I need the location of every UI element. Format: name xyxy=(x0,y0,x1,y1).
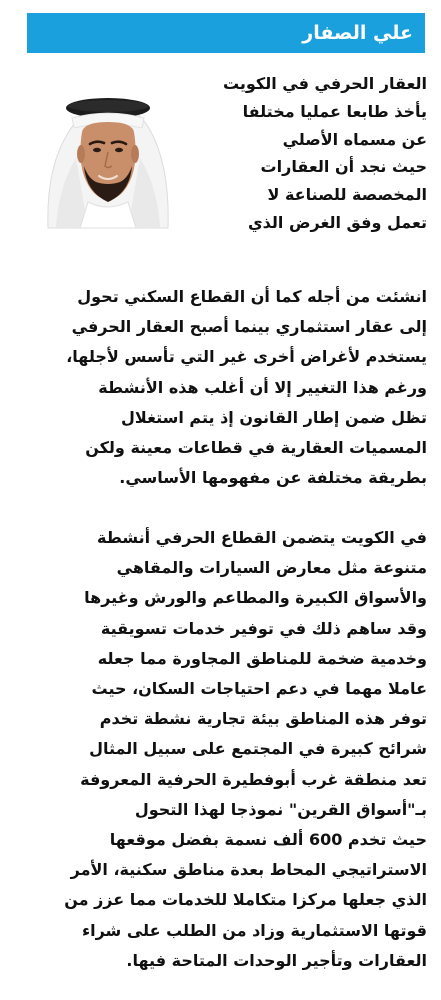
man-in-white-ghutra-portrait-icon xyxy=(28,78,186,234)
article-line: متنوعة مثل معارض السيارات والمقاهي xyxy=(116,558,427,578)
article-line: ورغم هذا التغيير إلا أن أغلب هذه الأنشطة xyxy=(98,377,427,397)
article-paragraph-1 xyxy=(13,282,427,493)
article-line: حيث نجد أن العقارات xyxy=(260,157,427,177)
author-portrait xyxy=(28,78,186,234)
article-line: والأسواق الكبيرة والمطاعم والورش وغيرها xyxy=(84,588,427,608)
article-line: انشئت من أجله كما أن القطاع السكني تحول xyxy=(77,287,427,306)
article-line: توفر هذه المناطق بيئة تجارية نشطة تخدم xyxy=(99,709,427,729)
article-line: الاستراتيجي المحاط بعدة مناطق سكنية، الأمر xyxy=(70,860,427,880)
article-line: عن مسماه الأصلي xyxy=(282,129,427,149)
author-header-bar xyxy=(27,13,425,53)
article-line: في الكويت يتضمن القطاع الحرفي أنشطة xyxy=(97,528,427,547)
article-line: المسميات العقارية في قطاعات معينة ولكن xyxy=(85,438,427,458)
article-line: بـ"أسواق القرين" نموذجا لهذا التحول xyxy=(134,799,427,819)
article-line: بطريقة مختلفة عن مفهومها الأساسي. xyxy=(119,468,427,488)
article-line: وقد ساهم ذلك في توفير خدمات تسويقية xyxy=(100,618,427,638)
article-line: عاملا مهما في دعم احتياجات السكان، حيث xyxy=(91,679,427,699)
article-paragraph-2 xyxy=(13,523,427,976)
article-line: العقارات وتأجير الوحدات المتاحة فيها. xyxy=(126,950,427,970)
article-line: الذي جعلها مركزا متكاملا للخدمات مما عزز من xyxy=(64,890,427,910)
article-line: العقار الحرفي في الكويت xyxy=(222,74,427,93)
article-line: تظل ضمن إطار القانون إذ يتم استغلال xyxy=(121,407,427,427)
article-line: شرائح كبيرة في المجتمع على سبيل المثال xyxy=(89,739,427,759)
article-line: تعد منطقة غرب أبوفطيرة الحرفية المعروفة xyxy=(80,769,427,789)
article-line: حيث تخدم 600 ألف نسمة بفضل موقعها xyxy=(109,830,427,850)
article-line: قوتها الاستثمارية وزاد من الطلب على شراء xyxy=(81,920,427,940)
article-line: يستخدم لأغراض أخرى غير التي تأسس لأجلها، xyxy=(66,347,427,367)
article-line: وخدمية ضخمة للمناطق المجاورة مما جعله xyxy=(97,648,427,668)
article-line: إلى عقار استثماري بينما أصبح العقار الحرفي xyxy=(71,317,427,337)
article-line: المخصصة للصناعة لا xyxy=(267,185,427,205)
article-line: تعمل وفق الغرض الذي xyxy=(248,212,427,232)
author-name: علي الصفار xyxy=(302,22,413,44)
article-intro xyxy=(189,70,427,237)
article-line: يأخذ طابعا عمليا مختلفا xyxy=(242,101,427,121)
